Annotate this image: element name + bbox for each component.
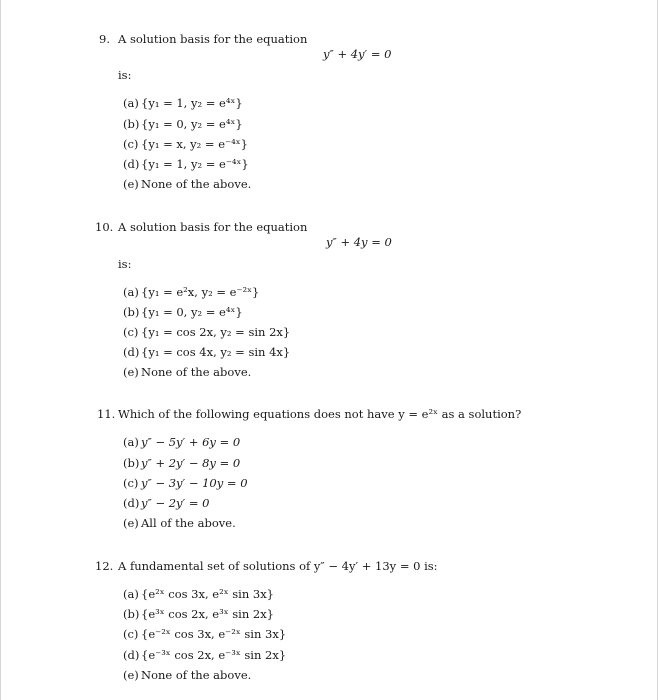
option-b[interactable]: (b) y″ + 2y′ − 8y = 0 xyxy=(123,456,241,470)
question-equation: y″ + 4y = 0 xyxy=(326,235,392,249)
option-c[interactable]: (c) {e⁻²ˣ cos 3x, e⁻²ˣ sin 3x} xyxy=(123,627,287,641)
option-a[interactable]: (a) {y₁ = e²x, y₂ = e⁻²ˣ} xyxy=(123,285,260,299)
option-c[interactable]: (c) y″ − 3y′ − 10y = 0 xyxy=(123,476,248,490)
option-a[interactable]: (a) {y₁ = 1, y₂ = e⁴ˣ} xyxy=(123,96,243,110)
question-number: 9. xyxy=(99,32,110,46)
question-prompt: A solution basis for the equation xyxy=(118,220,308,234)
question-number: 12. xyxy=(95,559,114,573)
option-e[interactable]: (e) All of the above. xyxy=(123,516,236,530)
question-number: 10. xyxy=(95,220,114,234)
option-d[interactable]: (d) {y₁ = 1, y₂ = e⁻⁴ˣ} xyxy=(123,157,249,171)
question-prompt: A fundamental set of solutions of y″ − 4y′ + 13y = 0 is: xyxy=(118,559,438,573)
option-b[interactable]: (b) {y₁ = 0, y₂ = e⁴ˣ} xyxy=(123,117,243,131)
option-d[interactable]: (d) {y₁ = cos 4x, y₂ = sin 4x} xyxy=(123,345,291,359)
option-a[interactable]: (a) y″ − 5y′ + 6y = 0 xyxy=(123,435,241,449)
is-label: is: xyxy=(118,68,132,82)
option-c[interactable]: (c) {y₁ = x, y₂ = e⁻⁴ˣ} xyxy=(123,137,248,151)
option-b[interactable]: (b) {e³ˣ cos 2x, e³ˣ sin 2x} xyxy=(123,607,275,621)
option-e[interactable]: (e) None of the above. xyxy=(123,668,252,682)
option-e[interactable]: (e) None of the above. xyxy=(123,365,252,379)
question-number: 11. xyxy=(97,407,116,421)
option-a[interactable]: (a) {e²ˣ cos 3x, e²ˣ sin 3x} xyxy=(123,587,275,601)
option-e[interactable]: (e) None of the above. xyxy=(123,177,252,191)
option-d[interactable]: (d) {e⁻³ˣ cos 2x, e⁻³ˣ sin 2x} xyxy=(123,648,287,662)
question-equation: y″ + 4y′ = 0 xyxy=(323,47,392,61)
question-prompt: A solution basis for the equation xyxy=(118,32,308,46)
question-prompt: Which of the following equations does not have y = e²ˣ as a solution? xyxy=(118,407,522,421)
option-b[interactable]: (b) {y₁ = 0, y₂ = e⁴ˣ} xyxy=(123,305,243,319)
is-label: is: xyxy=(118,257,132,271)
option-d[interactable]: (d) y″ − 2y′ = 0 xyxy=(123,496,210,510)
option-c[interactable]: (c) {y₁ = cos 2x, y₂ = sin 2x} xyxy=(123,325,291,339)
